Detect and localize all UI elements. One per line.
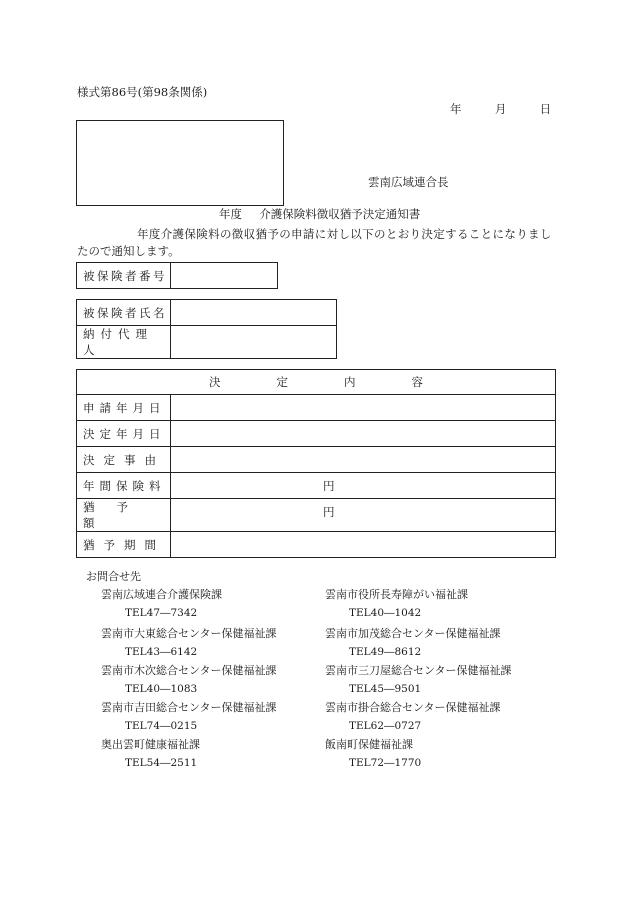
contact-name: 雲南市加茂総合センター保健福祉課 <box>325 627 501 640</box>
table-row <box>77 395 556 421</box>
yen-unit: 円 <box>323 479 335 493</box>
decision-reason-label: 決定事由 <box>77 447 171 473</box>
deferral-period-label: 猶予期間 <box>77 532 171 558</box>
deferral-period-value[interactable] <box>171 532 556 558</box>
annual-premium-label: 年間保険料 <box>77 473 171 499</box>
contact-tel: TEL40―1083 <box>125 683 198 695</box>
contact-tel: TEL40―1042 <box>349 607 422 619</box>
application-date-label: 申請年月日 <box>77 395 171 421</box>
header-char: 定 <box>276 375 288 389</box>
document-title <box>219 209 420 221</box>
form-number: 様式第86号(第98条関係) <box>77 85 208 99</box>
contact-name: 雲南市大東総合センター保健福祉課 <box>101 627 277 640</box>
application-date-value[interactable] <box>171 395 556 421</box>
proxy-label: 納付代理人 <box>77 326 171 359</box>
insured-number-label: 被保険者番号 <box>77 263 171 289</box>
yen-unit: 円 <box>323 505 335 519</box>
date-line <box>450 104 551 116</box>
header-char: 容 <box>411 375 423 389</box>
contact-tel: TEL74―0215 <box>125 720 198 732</box>
deferred-amount-label: 猶予額 <box>77 499 171 532</box>
address-window-box <box>76 120 284 206</box>
insured-name-label: 被保険者氏名 <box>77 300 171 326</box>
title-text: 介護保険料徴収猶予決定通知書 <box>259 207 421 221</box>
contact-name: 雲南市吉田総合センター保健福祉課 <box>101 701 277 714</box>
annual-premium-value[interactable] <box>171 473 556 499</box>
decision-reason-value[interactable] <box>171 447 556 473</box>
table-row <box>77 532 556 558</box>
contact-tel: TEL49―8612 <box>349 646 422 658</box>
header-char: 内 <box>344 375 356 389</box>
header-char: 決 <box>209 375 221 389</box>
contact-tel: TEL47―7342 <box>125 607 198 619</box>
decision-table-header <box>77 370 556 395</box>
contact-tel: TEL54―2511 <box>125 757 198 769</box>
decision-date-label: 決定年月日 <box>77 421 171 447</box>
table-row <box>77 473 556 499</box>
contact-tel: TEL43―6142 <box>125 646 198 658</box>
body-text-line1: 年度介護保険料の徴収猶予の申請に対し以下のとおり決定することになりまし <box>137 227 552 241</box>
title-year-prefix: 年度 <box>219 207 242 221</box>
insured-name-table <box>76 299 337 359</box>
contact-name: 雲南市役所長寿障がい福祉課 <box>325 588 468 601</box>
date-day: 日 <box>539 102 552 116</box>
insured-name-value[interactable] <box>171 300 337 326</box>
body-text-line2: たので通知します。 <box>77 244 180 258</box>
contact-name: 飯南町保健福祉課 <box>325 738 413 751</box>
issuer-name: 雲南広域連合長 <box>368 175 449 189</box>
decision-date-value[interactable] <box>171 421 556 447</box>
insured-number-value[interactable] <box>171 263 278 289</box>
contact-tel: TEL45―9501 <box>349 683 422 695</box>
table-row <box>77 421 556 447</box>
date-month: 月 <box>494 102 507 116</box>
contact-tel: TEL72―1770 <box>349 757 422 769</box>
insured-number-table <box>76 262 278 289</box>
contact-name: 雲南市三刀屋総合センター保健福祉課 <box>325 664 512 677</box>
proxy-value[interactable] <box>171 326 337 359</box>
date-year: 年 <box>450 102 462 116</box>
contact-tel: TEL62―0727 <box>349 720 422 732</box>
contacts-heading: お問合せ先 <box>86 570 141 583</box>
contact-name: 奥出雲町健康福祉課 <box>101 738 200 751</box>
table-row <box>77 447 556 473</box>
table-row <box>77 499 556 532</box>
decision-table <box>76 369 556 558</box>
contact-name: 雲南市掛合総合センター保健福祉課 <box>325 701 501 714</box>
contact-name: 雲南市木次総合センター保健福祉課 <box>101 664 277 677</box>
deferred-amount-value[interactable] <box>171 499 556 532</box>
contact-name: 雲南広域連合介護保険課 <box>101 588 222 601</box>
